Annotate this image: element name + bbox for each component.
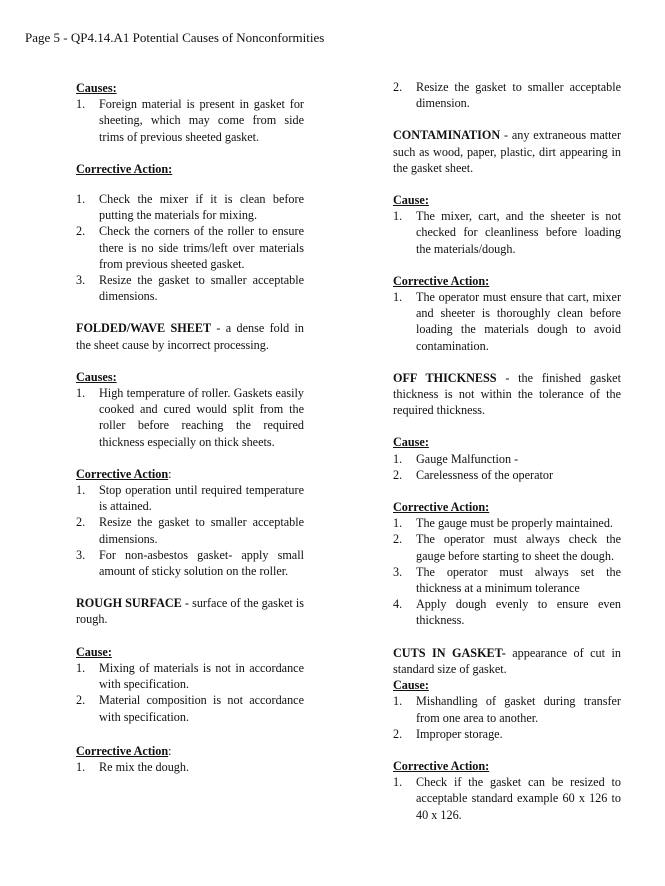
list-item-number: 1. — [393, 775, 403, 790]
list-item-text: Resize the gasket to smaller acceptable dimensions. — [99, 273, 304, 304]
list-item — [393, 596, 621, 628]
list-item — [76, 223, 304, 272]
list-item — [76, 692, 304, 724]
list-item-number: 2. — [393, 532, 403, 547]
corrective-action-list — [76, 759, 304, 775]
corrective-action-heading-line — [76, 743, 304, 759]
corrective-action-list — [393, 774, 621, 823]
corrective-action-heading-line — [76, 466, 304, 482]
corrective-action-list — [393, 515, 621, 628]
cause-heading: Cause: — [393, 678, 429, 693]
section-description: - the finished gasket thickness is not within the tolerance of the required thickness. — [393, 370, 621, 418]
list-item-text: Carelessness of the operator — [416, 467, 554, 482]
list-item — [76, 660, 304, 692]
list-item-text: Stop operation until required temperature is attained. — [99, 483, 304, 514]
list-item-text: Improper storage. — [416, 726, 503, 741]
cause-list — [76, 660, 304, 725]
causes-list — [76, 385, 304, 450]
left-column — [76, 80, 304, 775]
off-thickness-definition — [393, 370, 621, 419]
list-item-number: 1. — [76, 759, 86, 774]
cause-heading: Cause: — [76, 644, 112, 659]
cause-heading: Cause: — [393, 435, 429, 450]
list-item — [393, 79, 621, 111]
page-header: Page 5 - QP4.14.A1 Potential Causes of Nonconformities — [25, 30, 325, 45]
list-item — [393, 515, 621, 531]
section-description: appearance of cut in standard size of gasket. — [393, 645, 621, 676]
list-item-text: Check if the gasket can be resized to acceptable standard example 60 x 126 to 40 x 126. — [416, 775, 621, 822]
list-item-number: 3. — [76, 547, 86, 562]
list-item-number: 1. — [393, 694, 403, 709]
list-item-number: 1. — [393, 451, 403, 466]
list-item-text: Mishandling of gasket during transfer from one area to another. — [416, 694, 621, 725]
list-item — [393, 774, 621, 823]
list-item-number: 2. — [393, 80, 403, 94]
list-item-text: The mixer, cart, and the sheeter is not checked for cleanliness before loading the materials/dough. — [416, 209, 621, 256]
list-item-number: 1. — [393, 516, 403, 531]
list-item — [76, 759, 304, 775]
list-item-text: Re mix the dough. — [99, 759, 190, 774]
list-item-number: 2. — [393, 467, 403, 482]
list-item — [393, 467, 621, 483]
list-item-text: Apply dough evenly to ensure even thickness. — [416, 597, 621, 628]
corrective-action-list — [76, 191, 304, 304]
list-item-text: For non-asbestos gasket- apply small amount of sticky solution on the roller. — [99, 547, 304, 579]
list-item — [76, 482, 304, 514]
list-item — [76, 547, 304, 579]
list-item — [76, 514, 304, 546]
list-item — [393, 289, 621, 354]
list-item-text: The operator must always check the gauge before starting to sheet the dough. — [416, 532, 621, 563]
section-title-folded-wave-sheet: FOLDED/WAVE SHEET — [76, 321, 212, 336]
list-item-number: 2. — [76, 693, 86, 708]
list-item — [76, 272, 304, 304]
rough-surface-definition — [76, 595, 304, 627]
causes-heading: Causes: — [76, 369, 117, 384]
list-item-text: High temperature of roller. Gaskets easily cooked and cured would split from the roller before reaching the required thickness especially on thick sheets. — [99, 386, 304, 449]
section-description: - surface of the gasket is rough. — [76, 596, 305, 627]
list-item-text: The gauge must be properly maintained. — [416, 516, 613, 531]
heading-colon: : — [168, 743, 172, 758]
list-item-text: Resize the gasket to smaller acceptable dimensions. — [99, 515, 304, 546]
corrective-action-list — [76, 482, 304, 579]
corrective-action-heading: Corrective Action — [76, 743, 169, 758]
section-title-off-thickness: OFF THICKNESS — [393, 370, 497, 385]
list-item — [393, 564, 621, 596]
section-description: - a dense fold in the sheet cause by incorrect processing. — [76, 321, 304, 352]
folded-wave-sheet-definition — [76, 320, 304, 352]
list-item — [393, 726, 621, 742]
list-item-number: 3. — [393, 564, 403, 579]
list-item-text: Check the mixer if it is clean before putting the materials for mixing. — [99, 192, 304, 223]
corrective-action-heading: Corrective Action — [76, 466, 169, 481]
corrective-action-heading: Corrective Action: — [393, 273, 490, 288]
list-item-number: 1. — [393, 209, 403, 224]
list-item — [76, 96, 304, 145]
corrective-action-heading: Corrective Action: — [393, 758, 490, 773]
list-item-number: 1. — [393, 290, 403, 305]
list-item — [393, 693, 621, 725]
list-item-text: Gauge Malfunction - — [416, 451, 519, 466]
list-item — [393, 531, 621, 563]
cause-list — [393, 208, 621, 257]
list-item-text: The operator must ensure that cart, mixer and sheeter is thoroughly clean before loading the materials dough to avoid contamination. — [416, 290, 621, 353]
list-item-number: 1. — [76, 660, 86, 675]
cause-heading: Cause: — [393, 193, 429, 208]
list-item-text: Mixing of materials is not in accordance with specification. — [99, 660, 304, 692]
heading-colon: : — [168, 466, 172, 481]
list-item — [76, 385, 304, 450]
causes-heading: Causes: — [76, 81, 117, 95]
causes-list — [76, 96, 304, 145]
cause-list — [393, 693, 621, 742]
list-item-number: 1. — [76, 483, 86, 498]
right-column — [393, 79, 621, 823]
section-title-rough-surface: ROUGH SURFACE — [76, 596, 182, 611]
corrective-action-list-continued — [393, 79, 621, 111]
list-item — [393, 208, 621, 257]
list-item-text: Material composition is not accordance with specification. — [99, 693, 304, 724]
list-item-number: 2. — [76, 224, 86, 239]
list-item-number: 2. — [393, 726, 403, 741]
section-title-cuts-in-gasket: CUTS IN GASKET- — [393, 645, 506, 660]
list-item-text: Foreign material is present in gasket for sheeting, which may come from side trims of previous sheeted gasket. — [99, 97, 304, 144]
cause-list — [393, 451, 621, 483]
section-title-contamination: CONTAMINATION — [393, 128, 501, 143]
list-item-text: Check the corners of the roller to ensure there is no side trims/left over materials from previous sheeted gasket. — [99, 224, 304, 271]
list-item-number: 1. — [76, 192, 86, 207]
cuts-in-gasket-definition — [393, 645, 621, 677]
list-item-text: The operator must always set the thickness at a minimum tolerance — [416, 564, 621, 596]
list-item-number: 2. — [76, 515, 86, 530]
list-item-text: Resize the gasket to smaller acceptable dimension. — [416, 80, 621, 111]
list-item-number: 1. — [76, 386, 86, 401]
corrective-action-heading: Corrective Action: — [393, 500, 490, 515]
corrective-action-heading: Corrective Action: — [76, 161, 173, 176]
list-item-number: 4. — [393, 597, 403, 612]
section-description: - any extraneous matter such as wood, paper, plastic, dirt appearing in the gasket sheet. — [393, 128, 621, 175]
list-item-number: 3. — [76, 273, 86, 288]
list-item — [393, 451, 621, 467]
contamination-definition — [393, 127, 621, 176]
list-item — [76, 191, 304, 223]
corrective-action-list — [393, 289, 621, 354]
list-item-number: 1. — [76, 97, 86, 112]
